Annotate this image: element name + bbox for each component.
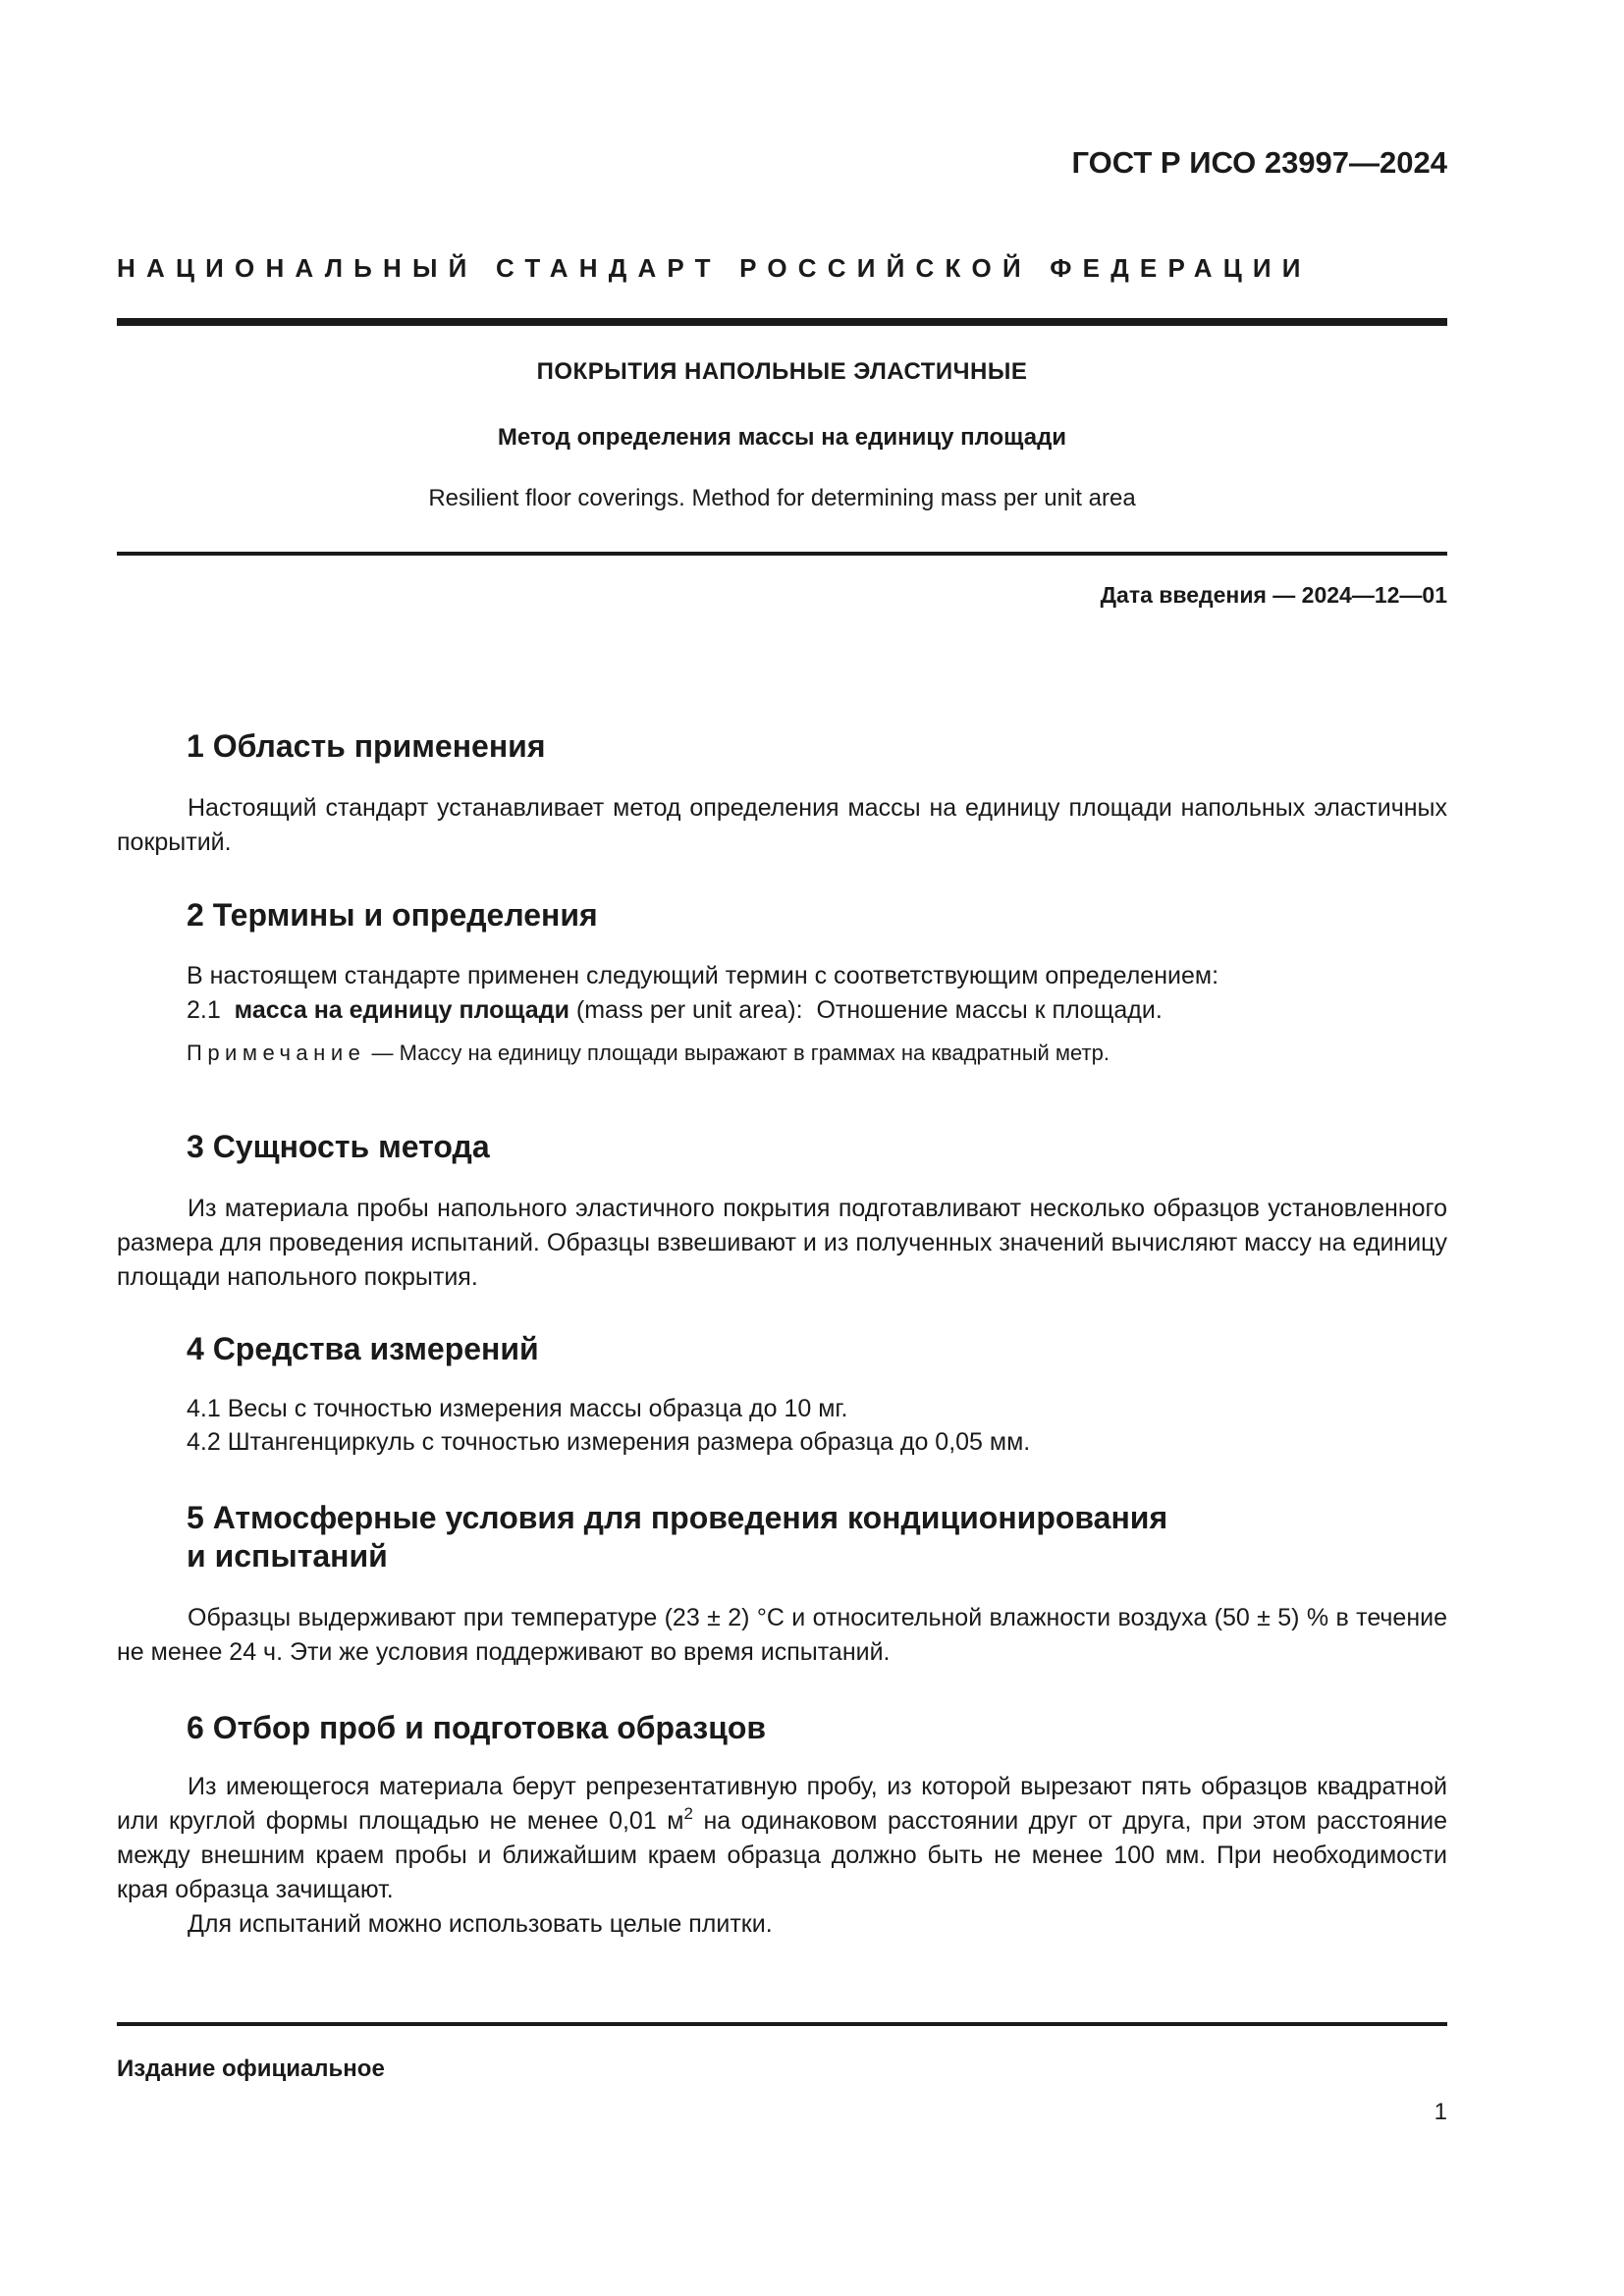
- note-label: Примечание: [187, 1041, 366, 1065]
- section-3-body: [117, 1192, 1447, 1295]
- standard-subtitle: Метод определения массы на единицу площади: [497, 424, 1067, 451]
- superscript-2: 2: [683, 1804, 693, 1823]
- introduction-date: Дата введения — 2024—12—01: [1100, 582, 1447, 608]
- section-5-body: [117, 1601, 1447, 1670]
- term-definition: [187, 993, 1163, 1028]
- term-number: 2.1: [187, 996, 221, 1024]
- section-4-heading: 4 Средства измерений: [187, 1331, 539, 1366]
- document-code: ГОСТ Р ИСО 23997—2024: [1071, 145, 1447, 180]
- section-3-heading: 3 Сущность метода: [187, 1129, 490, 1164]
- section-1-body: [117, 791, 1447, 860]
- standard-title: ПОКРЫТИЯ НАПОЛЬНЫЕ ЭЛАСТИЧНЫЕ: [536, 358, 1028, 385]
- section-4-item-2: 4.2 Штангенциркуль с точностью измерения размера образца до 0,05 мм.: [187, 1428, 1031, 1456]
- section-6-text-a: Из имеющегося материала берут репрезентативную пробу, из которой вырезают пять образцов квадратной или круглой формы площадью не менее 0,01 м: [117, 1773, 1447, 1835]
- section-5-heading-line-1: 5 Атмосферные условия для проведения кондиционирования: [187, 1500, 1168, 1535]
- term-note: [187, 1039, 1110, 1068]
- note-text: — Массу на единицу площади выражают в граммах на квадратный метр.: [371, 1041, 1110, 1065]
- section-4-item-1: 4.1 Весы с точностью измерения массы образца до 10 мг.: [187, 1395, 848, 1422]
- page-number: 1: [1434, 2099, 1447, 2125]
- header-divider: [117, 318, 1447, 326]
- official-publication-label: Издание официальное: [117, 2056, 385, 2082]
- section-6-heading: 6 Отбор проб и подготовка образцов: [187, 1710, 767, 1745]
- national-standard-banner: НАЦИОНАЛЬНЫЙ СТАНДАРТ РОССИЙСКОЙ ФЕДЕРАЦИИ: [117, 253, 1312, 283]
- section-5-heading-line-2: и испытаний: [187, 1538, 388, 1574]
- section-5-heading: [187, 1499, 1167, 1575]
- section-1-heading: 1 Область применения: [187, 728, 546, 764]
- footer-divider: [117, 2022, 1447, 2026]
- title-divider: [117, 552, 1447, 556]
- section-2-intro: В настоящем стандарте применен следующий термин с соответствующим определением:: [187, 962, 1219, 989]
- section-1-text: Настоящий стандарт устанавливает метод определения массы на единицу площади напольных эластичных покрытий.: [117, 794, 1447, 856]
- section-6-body: [117, 1770, 1447, 1942]
- section-6-text-b: на одинаковом расстоянии друг от друга, при этом расстояние между внешним краем пробы и ближайшим краем образца должно быть не менее 100 мм. При необходимости края образца зачищают.: [117, 1807, 1448, 1903]
- section-5-text: Образцы выдерживают при температуре (23 ± 2) °C и относительной влажности воздуха (50 ± 5) % в течение не менее 24 ч. Эти же условия поддерживают во время испытаний.: [117, 1604, 1447, 1666]
- standard-english-title: Resilient floor coverings. Method for determining mass per unit area: [428, 485, 1136, 511]
- section-6-text-2: Для испытаний можно использовать целые плитки.: [188, 1910, 773, 1938]
- section-3-text: Из материала пробы напольного эластичного покрытия подготавливают несколько образцов установленного размера для проведения испытаний. Образцы взвешивают и из полученных значений вычисляют массу на единицу площади напольного покрытия.: [117, 1195, 1447, 1291]
- term-english: (mass per unit area):: [575, 996, 803, 1024]
- section-6-text: [117, 1770, 1447, 1907]
- term-definition-text: Отношение массы к площади.: [816, 996, 1163, 1024]
- section-2-heading: 2 Термины и определения: [187, 897, 598, 933]
- term-name: масса на единицу площади: [234, 996, 569, 1024]
